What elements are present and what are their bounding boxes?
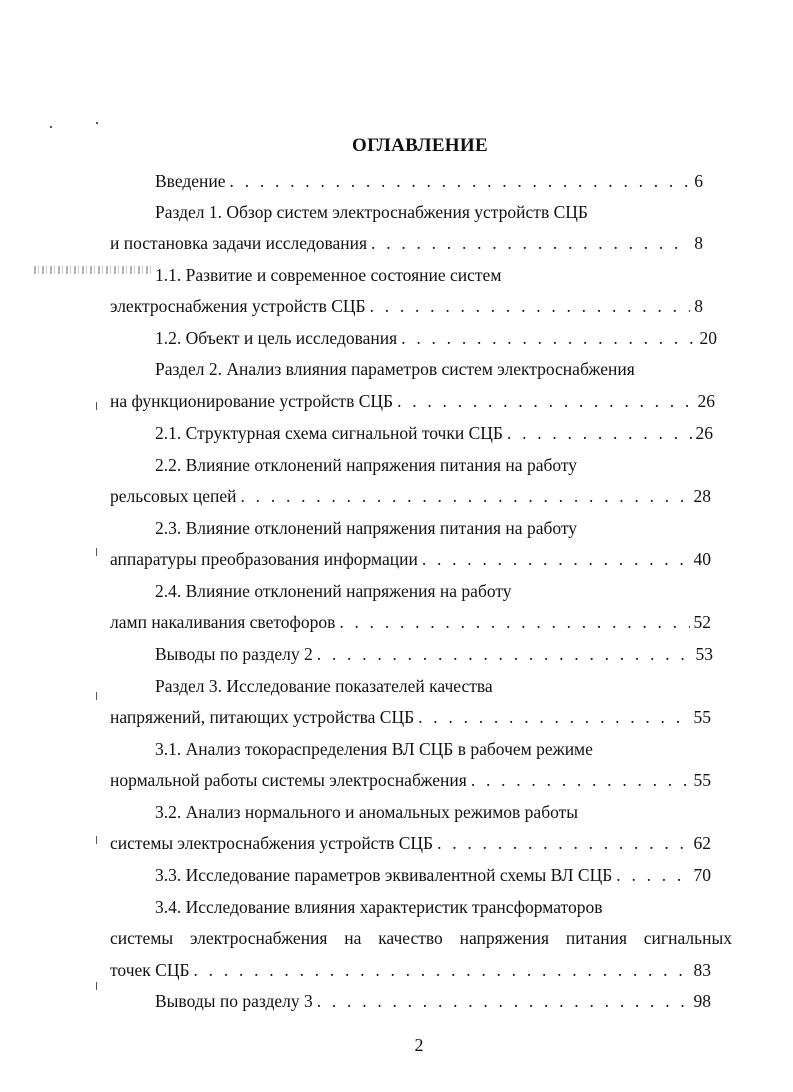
toc-entry[interactable] xyxy=(155,988,711,1014)
toc-leader xyxy=(317,988,690,1014)
toc-entry-text: Введение xyxy=(155,171,226,191)
toc-entry-page: 55 xyxy=(693,707,711,727)
toc-entry-justified[interactable] xyxy=(110,925,732,951)
toc-entry-page: 8 xyxy=(694,296,703,316)
toc-entry-text: нормальной работы системы электроснабжения xyxy=(110,770,467,790)
toc-leader xyxy=(418,704,689,730)
toc-entry-text: 3.3. Исследование параметров эквивалентной схемы ВЛ СЦБ xyxy=(155,865,613,885)
toc-word: напряжения xyxy=(459,928,550,948)
toc-entry-page: 26 xyxy=(697,391,715,411)
toc-leader xyxy=(507,420,692,446)
toc-entry-page: 55 xyxy=(693,770,711,790)
scan-speck xyxy=(96,402,97,410)
toc-entry-text: 1.2. Объект и цель исследования xyxy=(155,328,398,348)
toc-entry-text: Раздел 3. Исследование показателей качества xyxy=(155,676,493,696)
toc-entry[interactable] xyxy=(155,894,603,920)
toc-entry-text: на функционирование устройств СЦБ xyxy=(110,391,394,411)
toc-entry[interactable] xyxy=(155,452,577,478)
toc-entry-page: 28 xyxy=(693,486,711,506)
toc-entry-text: аппаратуры преобразования информации xyxy=(110,549,418,569)
toc-leader xyxy=(317,641,692,667)
toc-leader xyxy=(471,767,690,793)
toc-entry-text: рельсовых цепей xyxy=(110,486,237,506)
toc-leader xyxy=(401,325,695,351)
toc-entry-text: 3.1. Анализ токораспределения ВЛ СЦБ в рабочем режиме xyxy=(155,739,593,759)
toc-entry-text: 3.4. Исследование влияния характеристик трансформаторов xyxy=(155,897,603,917)
toc-entry-page: 20 xyxy=(699,328,717,348)
toc-entry-text: Выводы по разделу 3 xyxy=(155,991,313,1011)
toc-leader xyxy=(422,546,690,572)
toc-entry[interactable] xyxy=(110,830,711,856)
toc-leader xyxy=(194,957,690,983)
scan-speck xyxy=(96,836,97,844)
toc-entry[interactable] xyxy=(155,578,512,604)
toc-leader xyxy=(339,609,689,635)
toc-entry[interactable] xyxy=(155,325,717,351)
toc-entry-page: 8 xyxy=(694,233,703,253)
toc-entry-text: 2.3. Влияние отклонений напряжения питания на работу xyxy=(155,518,578,538)
toc-entry-text: 3.2. Анализ нормального и аномальных режимов работы xyxy=(155,802,579,822)
toc-word: питания xyxy=(565,928,627,948)
toc-entry[interactable] xyxy=(155,199,588,225)
toc-entry-text: системы электроснабжения устройств СЦБ xyxy=(110,833,434,853)
toc-entry[interactable] xyxy=(155,420,713,446)
toc-leader xyxy=(230,168,691,194)
toc-entry-page: 70 xyxy=(693,865,711,885)
toc-leader xyxy=(370,293,691,319)
toc-entry[interactable] xyxy=(110,483,711,509)
toc-entry-text: Раздел 1. Обзор систем электроснабжения устройств СЦБ xyxy=(155,202,588,222)
toc-leader xyxy=(371,230,690,256)
toc-entry-page: 52 xyxy=(693,612,711,632)
toc-entry[interactable] xyxy=(110,767,711,793)
toc-entry[interactable] xyxy=(155,862,711,888)
page-number: 2 xyxy=(414,1035,424,1055)
scan-speck xyxy=(96,122,98,124)
toc-entry[interactable] xyxy=(110,546,711,572)
toc-entry-text: и постановка задачи исследования xyxy=(110,233,368,253)
toc-title: ОГЛАВЛЕНИЕ xyxy=(352,135,488,156)
scan-speck xyxy=(96,982,97,990)
toc-entry[interactable] xyxy=(110,230,703,256)
toc-entry-page: 40 xyxy=(693,549,711,569)
toc-entry[interactable] xyxy=(110,704,711,730)
toc-entry-page: 62 xyxy=(693,833,711,853)
toc-entry-page: 83 xyxy=(693,960,711,980)
toc-entry[interactable] xyxy=(110,388,715,414)
toc-leader xyxy=(616,862,689,888)
toc-word: системы xyxy=(110,928,174,948)
toc-leader xyxy=(437,830,689,856)
toc-leader xyxy=(397,388,693,414)
toc-entry-text: напряжений, питающих устройства СЦБ xyxy=(110,707,415,727)
toc-entry-text: точек СЦБ xyxy=(110,960,190,980)
toc-word: электроснабжения xyxy=(189,928,328,948)
toc-entry-text: 2.2. Влияние отклонений напряжения питания на работу xyxy=(155,455,578,475)
toc-entry-text: электроснабжения устройств СЦБ xyxy=(110,296,366,316)
toc-entry[interactable] xyxy=(155,262,501,288)
toc-entry[interactable] xyxy=(110,957,711,983)
toc-word: качество xyxy=(378,928,443,948)
toc-word: на xyxy=(344,928,362,948)
toc-entry[interactable] xyxy=(155,673,493,699)
toc-entry-page: 98 xyxy=(693,991,711,1011)
toc-entry[interactable] xyxy=(110,609,711,635)
toc-entry-text: ламп накаливания светофоров xyxy=(110,612,336,632)
toc-entry[interactable] xyxy=(110,293,703,319)
scan-noise xyxy=(34,266,152,274)
toc-entry-text: Раздел 2. Анализ влияния параметров систем электроснабжения xyxy=(155,359,635,379)
toc-entry-page: 6 xyxy=(694,171,703,191)
scan-speck xyxy=(50,126,52,128)
toc-word: сигнальных xyxy=(643,928,732,948)
toc-entry[interactable] xyxy=(155,168,703,194)
toc-entry-page: 26 xyxy=(695,423,713,443)
toc-entry[interactable] xyxy=(155,356,635,382)
scan-speck xyxy=(96,692,97,700)
toc-entry-text: 1.1. Развитие и современное состояние систем xyxy=(155,265,502,285)
toc-leader xyxy=(241,483,690,509)
toc-entry-text: Выводы по разделу 2 xyxy=(155,644,313,664)
toc-entry[interactable] xyxy=(155,641,713,667)
toc-entry[interactable] xyxy=(155,799,578,825)
toc-entry[interactable] xyxy=(155,736,593,762)
scan-speck xyxy=(96,548,97,556)
toc-entry-text: 2.4. Влияние отклонений напряжения на работу xyxy=(155,581,512,601)
toc-entry-text: 2.1. Структурная схема сигнальной точки СЦБ xyxy=(155,423,503,443)
toc-entry[interactable] xyxy=(155,515,577,541)
toc-entry-page: 53 xyxy=(695,644,713,664)
